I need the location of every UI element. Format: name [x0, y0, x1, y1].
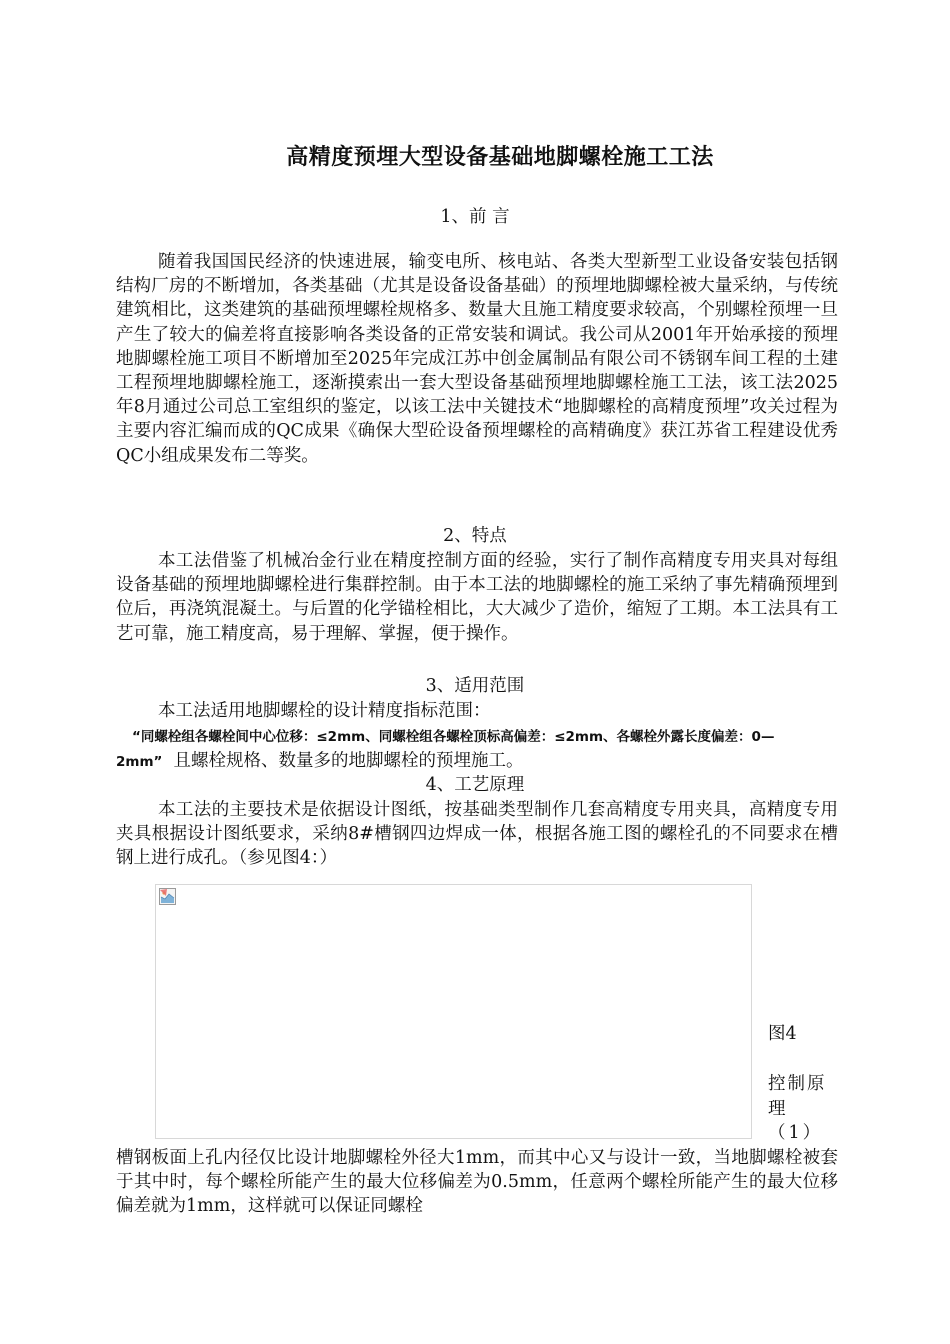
scope-spec-tail: 且螺栓规格、数量多的地脚螺栓的预埋施工。	[173, 751, 524, 771]
principle-continuation-paragraph: 槽钢板面上孔内径仅比设计地脚螺栓外径大1mm，而其中心又与设计一致，当地脚螺栓被套于其中时，每个螺栓所能产生的最大位移偏差为0.5mm，任意两个螺栓所能产生的最大位移偏差就为1mm，这样就可以保证同螺栓	[116, 1148, 838, 1217]
figure-label: 图4	[768, 1024, 797, 1044]
broken-image-icon	[159, 888, 176, 905]
scope-paragraph: 本工法适用地脚螺栓的设计精度指标范围：	[158, 701, 491, 721]
section-heading-principle: 4、工艺原理	[425, 775, 525, 795]
figure-caption-line2: 理	[768, 1099, 786, 1119]
section-heading-features: 2、特点	[443, 526, 507, 546]
principle-paragraph: 本工法的主要技术是依据设计图纸，按基础类型制作几套高精度专用夹具，高精度专用夹具根据设计图纸要求，采纳8#槽钢四边焊成一体，根据各施工图的螺栓孔的不同要求在槽钢上进行成孔。（参见图4：）	[116, 800, 838, 869]
figure-caption-line3: （1）	[768, 1123, 824, 1143]
scope-spec-bold: “同螺栓组各螺栓间中心位移：≤2mm、同螺栓组各螺栓顶标高偏差：≤2mm、各螺栓外露长度偏差：0—2mm”	[116, 729, 775, 770]
figure-4-image	[155, 884, 752, 1139]
figure-caption-line1: 控制原	[768, 1074, 827, 1094]
features-paragraph: 本工法借鉴了机械冶金行业在精度控制方面的经验，实行了制作高精度专用夹具对每组设备基础的预埋地脚螺栓进行集群控制。由于本工法的地脚螺栓的施工采纳了事先精确预埋到位后，再浇筑混凝土。与后置的化学锚栓相比，大大减少了造价，缩短了工期。本工法具有工艺可靠，施工精度高，易于理解、掌握，便于操作。	[116, 551, 838, 644]
document-title: 高精度预埋大型设备基础地脚螺栓施工工法	[286, 145, 714, 170]
preface-paragraph: 随着我国国民经济的快速进展，输变电所、核电站、各类大型新型工业设备安装包括钢结构厂房的不断增加，各类基础（尤其是设备设备基础）的预埋地脚螺栓被大量采纳，与传统建筑相比，这类建筑的基础预埋螺栓规格多、数量大且施工精度要求较高，个别螺栓预埋一旦产生了较大的偏差将直接影响各类设备的正常安装和调试。我公司从2001年开始承接的预埋地脚螺栓施工项目不断增加至2025年完成江苏中创金属制品有限公司不锈钢车间工程的土建工程预埋地脚螺栓施工，逐渐摸索出一套大型设备基础预埋地脚螺栓施工工法，该工法2025年8月通过公司总工室组织的鉴定，以该工法中关键技术“地脚螺栓的高精度预埋”攻关过程为主要内容汇编而成的QC成果《确保大型砼设备预埋螺栓的高精确度》获江苏省工程建设优秀QC小组成果发布二等奖。	[116, 252, 838, 466]
section-heading-scope: 3、适用范围	[425, 676, 525, 696]
scope-spec	[116, 724, 840, 774]
section-heading-preface: 1、前 言	[440, 207, 510, 227]
